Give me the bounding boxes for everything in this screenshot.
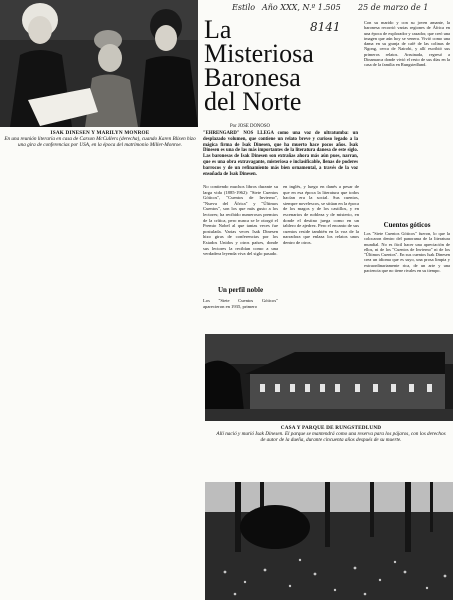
title-line-2: Misteriosa [204, 39, 314, 68]
column-3-text: Con su marido y con su joven amante, la baronesa recorrió varias regiones de África en una época de explorador y cazador, que creó una imagen que aún hoy se venera. Vivió como una dama en su granja de café de las colinas de Ngong, cerca de Nairobi, y allí escribió sus primeros relatos. Arruinada, regresó a Dinamarca donde vivió el resto de sus días en la casa de la familia en Rungstedlund. [364, 20, 450, 68]
subheading-cuentos-goticos: Cuentos góticos [383, 221, 431, 229]
handwritten-code: 8141 [310, 20, 341, 34]
house-photo [205, 334, 453, 421]
column-2-text: en inglés, y luego en danés a pesar de que en esa época la literatura que todos hacían era la social. Sus cuentos, siempre novelescos, se sitúan en la época de los magos y de los castillos, y en escenarios de nobleza y de misterio, en donde el destino juega como en un tablero de ajedrez. Pero el encanto de sus cuentos reside también en la voz de la narradora que enlaza los relatos unos dentro de otros. [283, 184, 359, 245]
top-photo [0, 0, 198, 127]
column-1b-text: Los "Siete Cuentos Góticos" aparecieron en 1935, primero [203, 298, 278, 309]
top-caption-names: ISAK DINESEN Y MARILYN MONROE [50, 130, 150, 136]
handwritten-issue: Año XXX, N.º 1.505 [262, 3, 341, 12]
title-line-3: Baronesa [204, 63, 301, 92]
title-line-4: del Norte [204, 87, 302, 116]
lead-paragraph: "EHRENGARD" NOS LLEGA como una voz de ultratumba: un desplazado volumen, que contiene un relato breve y curioso legado a la mágica firma de Isak Dinesen, que ha muerto hace pocos años. Isak Dinesen es una de las más importantes de la literatura danesa de este siglo. Las baronesas de Isak Dinesen son extrañas ahora más aún pues, narran, que es una obra extravagante, misteriosa e inclasificable, llenas de poderes barrocos y de un refinamiento más bien ornamental, a través de la voz ensoñada de Isak Dinesen. [203, 131, 358, 177]
top-photo-caption [4, 130, 196, 148]
top-caption-text: En una reunión literaria en casa de Carson McCullers (derecha), cuando Karen Blixen hizo una gira de conferencias por USA, en la época del matrimonio Miller-Monroe. [4, 136, 196, 148]
byline: Por JOSE DONOSO [230, 124, 270, 129]
park-photo-image [205, 482, 453, 600]
top-photo-image [0, 0, 198, 127]
bottom-caption-names: CASA Y PARQUE DE RUNGSTEDLUND [280, 425, 382, 431]
column-1-text: No contiendo muchos libros durante su larga vida (1885-1962): "Siete Cuentos Góticos", "Cuentos de Invierno", "Nueva del África" y "Últimos Cuentos", son los que más gusto a los lectores; ha recibido numerosos premios de la crítica, pero nunca se le otorgó el Premio Nobel al que tantas veces fue postulada. Varias veces Isak Dinesen hizo giras de conferencias por los Estados Unidos y otros países, donde sus lectores la recibían como a una verdadera leyenda viva del siglo pasado. [203, 184, 278, 257]
house-photo-image [205, 334, 453, 421]
article-title [204, 15, 364, 116]
subheading-perfil-noble: Un perfil noble [217, 286, 264, 294]
column-3b-text: Los "Siete Cuentos Góticos" fueron, lo que la colocaron dentro del panorama de la literatura mundial. No es fácil hacer una apreciación de ellos, ni de los "Cuentos de Invierno" ni de los "Últimos Cuentos". En sus cuentos Isak Dinesen crea un idioma que es suyo, una prosa limpia y extraordinariamente rica, de un arte y una paciencia que no tiene rivales en su tiempo. [364, 231, 450, 274]
bottom-caption-text: Allí nació y murió Isak Dinesen. El parque se mantendrá como una reserva para los pájaros, con los derechos de autor de la dueña, durante cincuenta años después de su muerte. [216, 431, 446, 443]
park-photo [205, 482, 453, 600]
title-line-1: La [204, 15, 232, 44]
handwritten-date: 25 de marzo de 1 [358, 3, 429, 12]
bottom-photo-caption [215, 425, 447, 443]
handwritten-source: Estilo [232, 3, 256, 12]
